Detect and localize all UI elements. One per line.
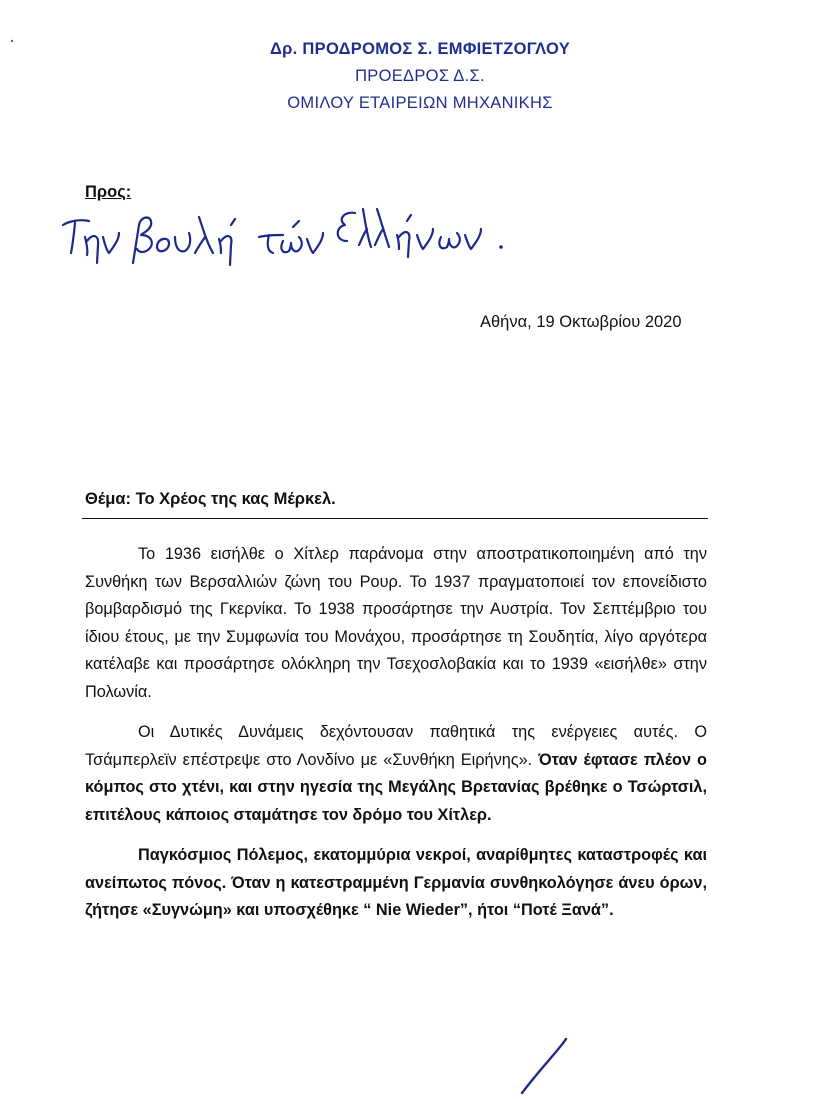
paragraph-3: Παγκόσμιος Πόλεμος, εκατομμύρια νεκροί, αναρίθμητες καταστροφές και ανείπωτος πόνος. Όταν η κατεστραμμένη Γερμανία συνθηκολόγησε άνευ όρων, ζήτησε «Συγνώμη» και υποσχέθηκε “ Nie Wieder”, ήτοι “Ποτέ Ξανά”. [85,846,707,919]
paragraph-2-normal: Οι Δυτικές Δυνάμεις δεχόντουσαν παθητικά της ενέργειες αυτές. Ο Τσάμπερλεϊν επέστρεψε στο Λονδίνο με «Συνθήκη Ειρήνης». [85,723,707,769]
letter-subject: Θέμα: Το Χρέος της κας Μέρκελ. [85,490,336,508]
paragraph-2-bold: Όταν έφτασε πλέον ο κόμπος στο χτένι, και στην ηγεσία της Μεγάλης Βρετανίας βρέθηκε ο Τσώρτσιλ, επιτέλους κάποιος σταμάτησε τον δρόμο του Χίτλερ. [85,750,708,824]
paragraph-2 [85,719,707,829]
letter-body [85,541,707,938]
letter-date: Αθήνα, 19 Οκτωβρίου 2020 [480,313,682,331]
subject-divider [82,518,708,519]
recipient-label: Προς: [85,183,132,201]
signature-mark [500,1035,590,1094]
handwritten-recipient [55,185,515,275]
letterhead-name: Δρ. ΠΡΟΔΡΟΜΟΣ Σ. ΕΜΦΙΕΤΖΟΓΛΟΥ [269,40,571,58]
letterhead-title: ΠΡΟΕΔΡΟΣ Δ.Σ. [355,67,485,85]
scan-speck [10,30,14,34]
letterhead-company: ΟΜΙΛΟΥ ΕΤΑΙΡΕΙΩΝ ΜΗΧΑΝΙΚΗΣ [287,94,553,112]
paragraph-1: Το 1936 εισήλθε ο Χίτλερ παράνομα στην αποστρατικοποιημένη από την Συνθήκη των Βερσαλλιών ζώνη του Ρουρ. Το 1937 πραγματοποιεί τον επονείδιστο βομβαρδισμό της Γκερνίκα. Το 1938 προσάρτησε την Αυστρία. Τον Σεπτέμβριο του ίδιου έτους, με την Συμφωνία του Μονάχου, προσάρτησε τη Σουδητία, λίγο αργότερα κατέλαβε και προσάρτησε ολόκληρη την Τσεχοσλοβακία και το 1939 «εισήλθε» στην Πολωνία. [85,545,707,701]
